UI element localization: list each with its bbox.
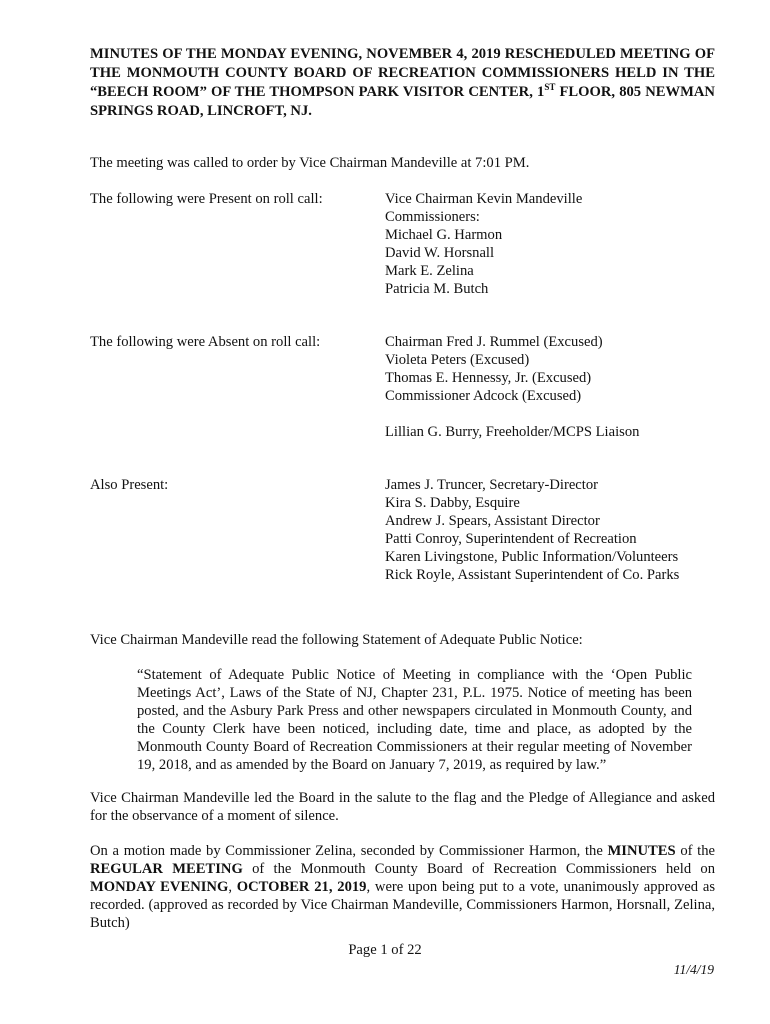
notice-quote: “Statement of Adequate Public Notice of Meeting in compliance with the ‘Open Public Meetings Act’, Laws of the State of NJ, Chapter 231, P.L. 1975. Notice of meeting has been posted, and the Asbury Park Press and other newspapers circulated in Monmouth County, and the County Clerk have been noticed, including date, time and place, as adopted by the Monmouth County Board of Recreation Commissioners at their regular meeting of November 19, 2018, and as amended by the Board on January 7, 2019, as required by law.” xyxy=(137,667,692,773)
absent-name: Commissioner Adcock (Excused) xyxy=(385,388,582,404)
absent-name: Chairman Fred J. Rummel (Excused) xyxy=(385,334,603,350)
present-name: Patricia M. Butch xyxy=(385,281,489,297)
motion-bold-regular-meeting: REGULAR MEETING xyxy=(90,861,243,877)
also-present-name: Patti Conroy, Superintendent of Recreation xyxy=(385,531,637,547)
notice-intro: Vice Chairman Mandeville read the following Statement of Adequate Public Notice: xyxy=(90,632,583,648)
also-present-list xyxy=(385,476,679,584)
present-name: Mark E. Zelina xyxy=(385,263,474,279)
page-number: Page 1 of 22 xyxy=(348,942,422,958)
call-to-order: The meeting was called to order by Vice Chairman Mandeville at 7:01 PM. xyxy=(90,155,530,171)
also-present-name: Karen Livingstone, Public Information/Volunteers xyxy=(385,549,679,565)
minutes-title xyxy=(90,45,715,121)
present-name: David W. Horsnall xyxy=(385,245,495,261)
motion-text: , were upon being put to a vote, unanimously approved as recorded. (approved as recorded by Vice Chairman Mandeville, Commissioners Harmon, Horsnall, Zelina, Butch) xyxy=(90,879,716,931)
liaison-name: Lillian G. Burry, Freeholder/MCPS Liaison xyxy=(385,424,640,440)
title-superscript: ST xyxy=(544,82,556,92)
motion-text: , xyxy=(228,879,237,895)
also-present-name: Kira S. Dabby, Esquire xyxy=(385,495,520,511)
present-name: Commissioners: xyxy=(385,209,480,225)
absent-name: Violeta Peters (Excused) xyxy=(385,352,530,368)
footer-date: 11/4/19 xyxy=(673,962,714,977)
also-present-name: James J. Truncer, Secretary-Director xyxy=(385,477,598,493)
pledge-paragraph: Vice Chairman Mandeville led the Board in the salute to the flag and the Pledge of Allegiance and asked for the observance of a moment of silence. xyxy=(90,790,715,824)
absent-label: The following were Absent on roll call: xyxy=(90,334,321,350)
motion-bold-minutes: MINUTES xyxy=(607,843,676,859)
also-present-name: Rick Royle, Assistant Superintendent of Co. Parks xyxy=(385,567,680,583)
motion-text: of the Monmouth County Board of Recreation Commissioners held on xyxy=(242,861,716,877)
motion-paragraph xyxy=(90,842,715,932)
present-name: Michael G. Harmon xyxy=(385,227,503,243)
present-list xyxy=(385,190,582,298)
also-present-label: Also Present: xyxy=(90,477,169,493)
present-name: Vice Chairman Kevin Mandeville xyxy=(385,191,583,207)
absent-list xyxy=(385,333,639,441)
motion-text: of the xyxy=(675,843,715,859)
motion-text: On a motion made by Commissioner Zelina, seconded by Commissioner Harmon, the xyxy=(90,843,608,859)
list-spacer xyxy=(385,405,639,423)
also-present-name: Andrew J. Spears, Assistant Director xyxy=(385,513,600,529)
motion-bold-date: OCTOBER 21, 2019 xyxy=(236,879,367,895)
title-text-end: FLOOR, 805 NEWMAN SPRINGS ROAD, LINCROFT, NJ. xyxy=(90,84,715,119)
motion-bold-day: MONDAY EVENING xyxy=(90,879,229,895)
absent-name: Thomas E. Hennessy, Jr. (Excused) xyxy=(385,370,592,386)
present-label: The following were Present on roll call: xyxy=(90,191,323,207)
title-text-main: MINUTES OF THE MONDAY EVENING, NOVEMBER 4, 2019 RESCHEDULED MEETING OF THE MONMOUTH COUNTY BOARD OF RECREATION COMMISSIONERS HELD IN THE “BEECH ROOM” OF THE THOMPSON PARK VISITOR CENTER, 1 xyxy=(90,46,715,100)
